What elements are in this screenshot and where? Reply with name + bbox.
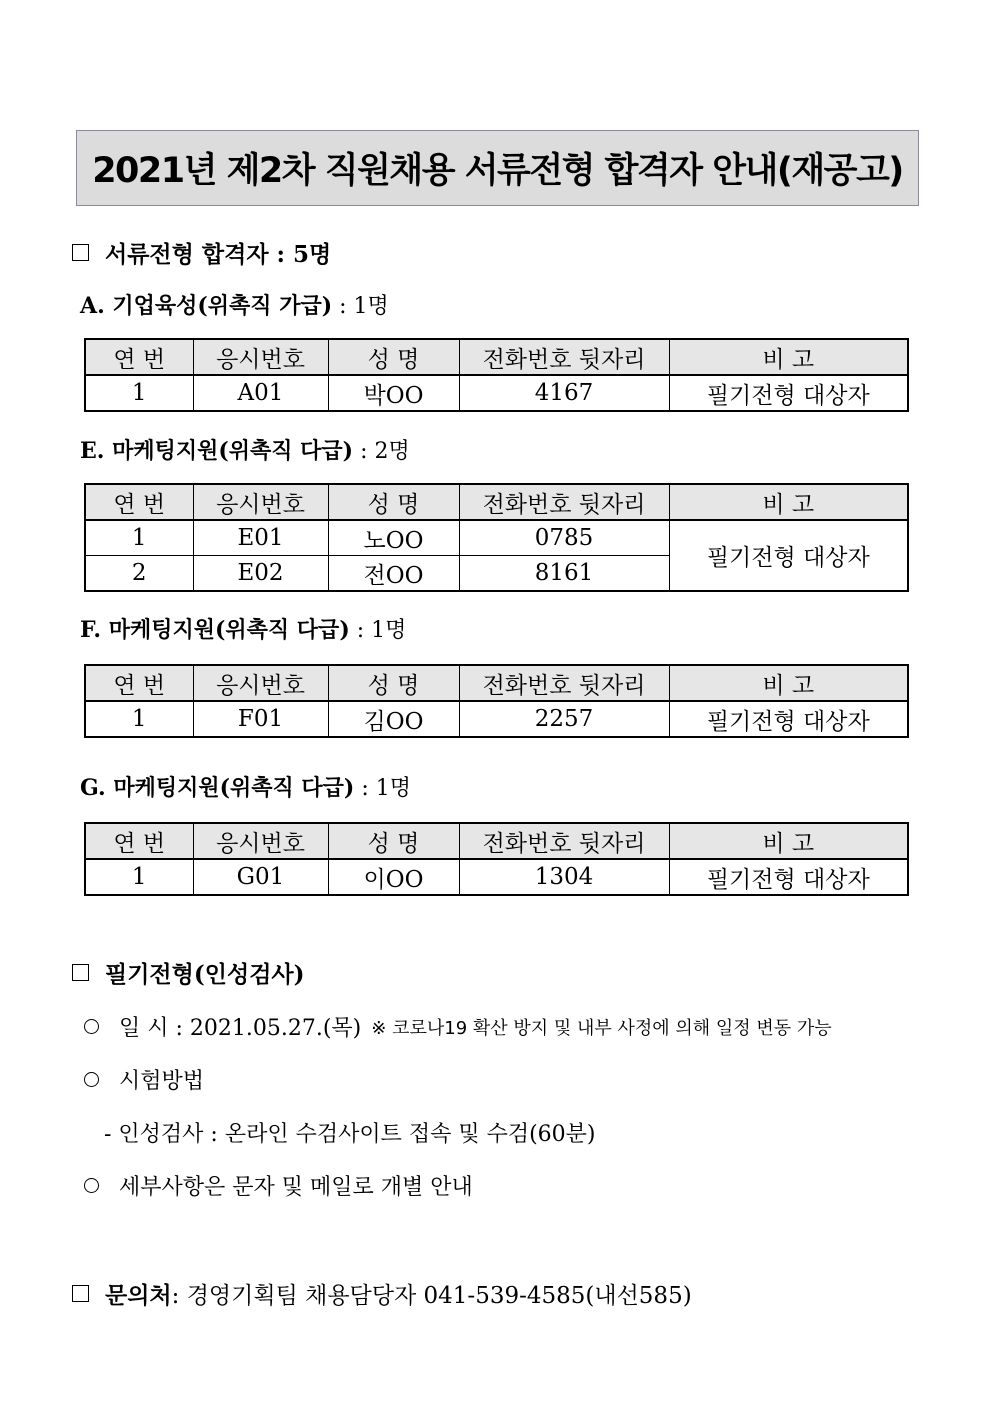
date-text: 일 시 : 2021.05.27.(목) <box>119 1016 362 1041</box>
cell-name: 이OO <box>328 859 459 895</box>
details-text: 세부사항은 문자 및 메일로 개별 안내 <box>119 1175 473 1200</box>
group-g-table <box>84 822 909 896</box>
cell-id: E01 <box>193 520 328 556</box>
group-g-heading <box>80 771 411 802</box>
group-count: : 1명 <box>354 776 411 801</box>
group-f-table <box>84 664 909 738</box>
circle-bullet-icon <box>84 1178 99 1193</box>
table-header-row <box>85 823 908 859</box>
cell-note: 필기전형 대상자 <box>669 859 908 895</box>
group-label: G. 마케팅지원(위촉직 다급) <box>80 775 355 801</box>
date-note: ※ 코로나19 확산 방지 및 내부 사정에 의해 일정 변동 가능 <box>371 1017 832 1039</box>
cell-name: 김OO <box>328 701 459 737</box>
circle-bullet-icon <box>84 1072 99 1087</box>
circle-bullet-icon <box>84 1019 99 1034</box>
group-label: F. 마케팅지원(위촉직 다급) <box>80 617 350 643</box>
cell-phone: 4167 <box>459 375 669 411</box>
group-a-heading <box>80 289 389 320</box>
cell-phone: 8161 <box>459 556 669 592</box>
header-cell: 비 고 <box>669 339 908 375</box>
header-cell: 비 고 <box>669 823 908 859</box>
bullet-date <box>84 1011 832 1042</box>
table-header-row <box>85 665 908 701</box>
contact-label: 문의처 <box>105 1282 172 1309</box>
cell-phone: 1304 <box>459 859 669 895</box>
group-e-table <box>84 483 909 592</box>
header-cell: 전화번호 뒷자리 <box>459 339 669 375</box>
group-count: : 1명 <box>349 618 407 643</box>
group-e-heading <box>80 434 410 465</box>
cell-name: 노OO <box>328 520 459 556</box>
cell-no: 1 <box>85 859 193 895</box>
header-cell: 성 명 <box>328 484 459 520</box>
group-label: E. 마케팅지원(위촉직 다급) <box>80 438 354 464</box>
method-text: 시험방법 <box>119 1069 205 1094</box>
group-label: A. 기업육성(위촉직 가급) <box>80 293 333 319</box>
contact-text: : 경영기획팀 채용담당자 041-539-4585(내선585) <box>171 1283 692 1309</box>
cell-no: 1 <box>85 701 193 737</box>
group-f-heading <box>80 613 406 644</box>
header-cell: 성 명 <box>328 823 459 859</box>
checkbox-square-icon <box>72 964 89 981</box>
header-cell: 비 고 <box>669 484 908 520</box>
cell-id: G01 <box>193 859 328 895</box>
header-cell: 성 명 <box>328 665 459 701</box>
table-row <box>85 520 908 556</box>
group-count: : 1명 <box>332 294 389 319</box>
cell-id: A01 <box>193 375 328 411</box>
table-header-row <box>85 484 908 520</box>
bullet-details <box>84 1170 473 1201</box>
header-cell: 성 명 <box>328 339 459 375</box>
cell-name: 박OO <box>328 375 459 411</box>
cell-phone: 0785 <box>459 520 669 556</box>
table-row <box>85 859 908 895</box>
header-cell: 응시번호 <box>193 484 328 520</box>
section-document-screening <box>72 236 331 269</box>
cell-id: F01 <box>193 701 328 737</box>
cell-no: 1 <box>85 520 193 556</box>
cell-note: 필기전형 대상자 <box>669 375 908 411</box>
header-cell: 비 고 <box>669 665 908 701</box>
cell-note: 필기전형 대상자 <box>669 701 908 737</box>
page-title: 2021년 제2차 직원채용 서류전형 합격자 안내(재공고) <box>92 151 903 191</box>
table-row <box>85 701 908 737</box>
table-header-row <box>85 339 908 375</box>
bullet-method <box>84 1064 204 1095</box>
header-cell: 응시번호 <box>193 823 328 859</box>
table-row <box>85 375 908 411</box>
method-detail: - 인성검사 : 온라인 수검사이트 접속 및 수검(60분) <box>104 1122 596 1147</box>
header-cell: 전화번호 뒷자리 <box>459 823 669 859</box>
cell-note: 필기전형 대상자 <box>669 520 908 591</box>
header-cell: 응시번호 <box>193 665 328 701</box>
header-cell: 전화번호 뒷자리 <box>459 484 669 520</box>
title-banner <box>76 130 919 206</box>
cell-id: E02 <box>193 556 328 592</box>
header-cell: 연 번 <box>85 484 193 520</box>
section-label: 필기전형(인성검사) <box>105 961 305 988</box>
section-contact <box>72 1277 692 1310</box>
section-label: 서류전형 합격자 : 5명 <box>105 241 332 268</box>
header-cell: 응시번호 <box>193 339 328 375</box>
cell-no: 1 <box>85 375 193 411</box>
cell-phone: 2257 <box>459 701 669 737</box>
header-cell: 연 번 <box>85 823 193 859</box>
header-cell: 전화번호 뒷자리 <box>459 665 669 701</box>
header-cell: 연 번 <box>85 665 193 701</box>
header-cell: 연 번 <box>85 339 193 375</box>
cell-no: 2 <box>85 556 193 592</box>
group-count: : 2명 <box>353 439 410 464</box>
group-a-table <box>84 338 909 412</box>
cell-name: 전OO <box>328 556 459 592</box>
checkbox-square-icon <box>72 1285 89 1302</box>
section-written-test <box>72 956 305 989</box>
checkbox-square-icon <box>72 244 89 261</box>
